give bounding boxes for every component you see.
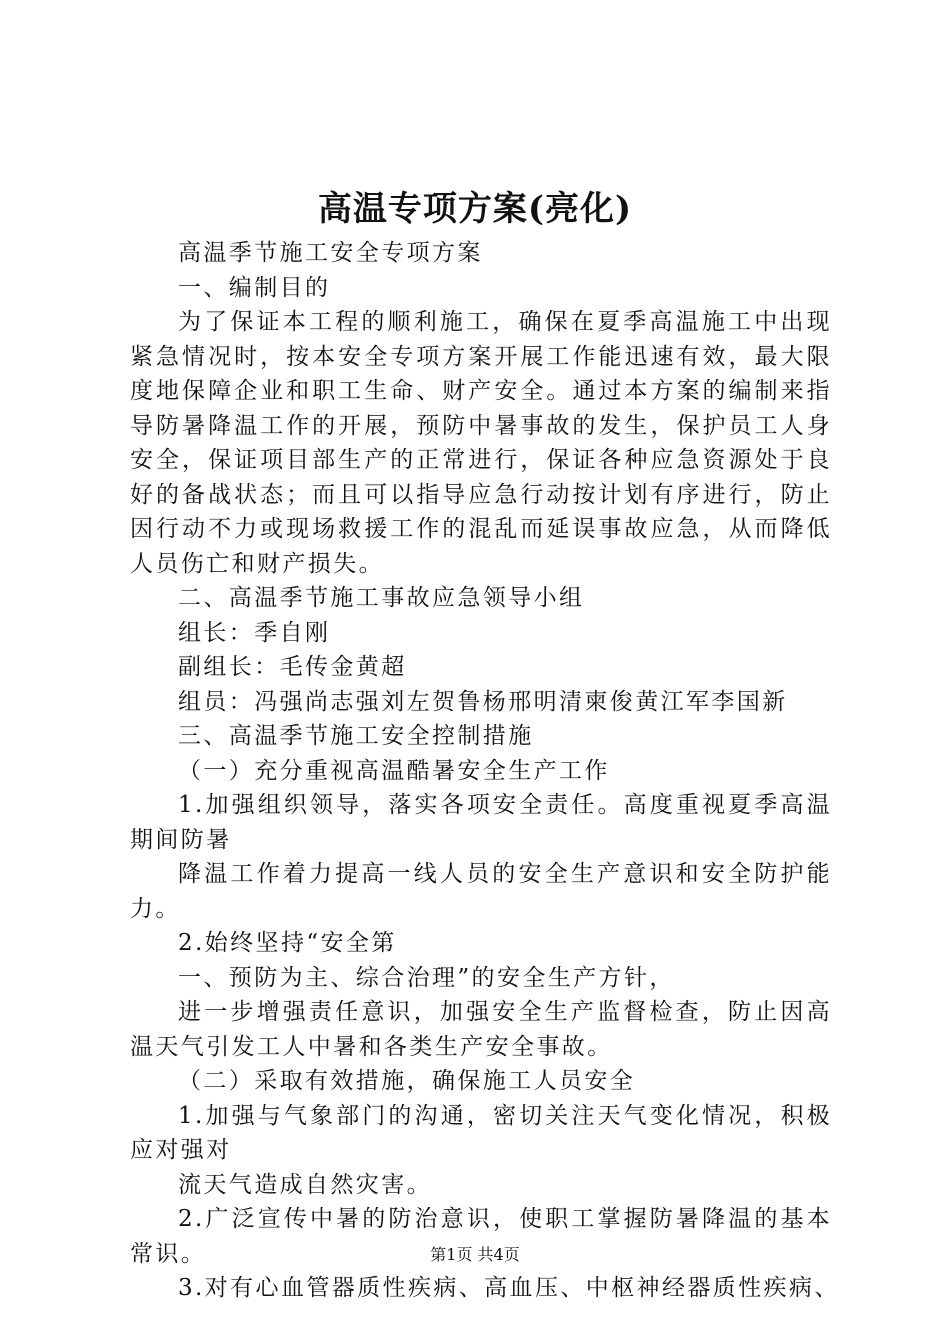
page-footer: 第1页 共4页 xyxy=(430,1245,520,1264)
purpose-paragraph: 为了保证本工程的顺利施工，确保在夏季高温施工中出现紧急情况时，按本安全专项方案开展工作能迅速有效，最大限度地保障企业和职工生命、财产安全。通过本方案的编制来指导防暑降温工作的开展，预防中暑事故的发生，保护员工人身安全，保证项目部生产的正常进行，保证各种应急资源处于良好的备战状态；而且可以指导应急行动按计划有序进行，防止因行动不力或现场救援工作的混乱而延误事故应急，从而降低人员伤亡和财产损失。 xyxy=(130,309,832,577)
subsection-heading-2: （二）采取有效措施，确保施工人员安全 xyxy=(178,1068,636,1094)
safety-item-3: 3.对有心血管器质性疾病、高血压、中枢神经器质性疾病、 xyxy=(178,1275,840,1301)
document-body xyxy=(130,236,840,1306)
safety-item-1: 1.加强与气象部门的沟通，密切关注天气变化情况，积极应对强对 xyxy=(130,1102,832,1163)
measure-1-paragraph: 1.加强组织领导，落实各项安全责任。高度重视夏季高温期间防暑 xyxy=(130,792,832,853)
section-heading-2: 二、高温季节施工事故应急领导小组 xyxy=(178,585,585,611)
team-leader-line: 组长：季自刚 xyxy=(178,619,331,646)
subsection-heading-1: （一）充分重视高温酷暑安全生产工作 xyxy=(178,757,610,784)
subtitle-line: 高温季节施工安全专项方案 xyxy=(178,240,483,266)
section-heading-1: 一、编制目的 xyxy=(178,274,331,301)
deputy-leader-line: 副组长：毛传金黄超 xyxy=(178,654,407,680)
safety-item-1-continuation: 流天气造成自然灾害。 xyxy=(178,1171,432,1198)
measure-2-paragraph: 进一步增强责任意识，加强安全生产监督检查，防止因高温天气引发工人中暑和各类生产安全事故。 xyxy=(130,999,832,1060)
document-title: 高温专项方案(亮化) xyxy=(317,189,633,229)
safety-item-2: 2.广泛宣传中暑的防治意识，使职工掌握防暑降温的基本常识。 xyxy=(130,1206,832,1267)
measure-2-line: 2.始终坚持“安全第 xyxy=(178,930,397,956)
measure-1-continuation: 降温工作着力提高一线人员的安全生产意识和安全防护能力。 xyxy=(130,861,832,922)
section-heading-3: 三、高温季节施工安全控制措施 xyxy=(178,723,534,749)
measure-2-continuation: 一、预防为主、综合治理”的安全生产方针， xyxy=(178,964,675,991)
team-members-line: 组员：冯强尚志强刘左贺鲁杨邢明清柬俊黄江军李国新 xyxy=(178,688,788,715)
